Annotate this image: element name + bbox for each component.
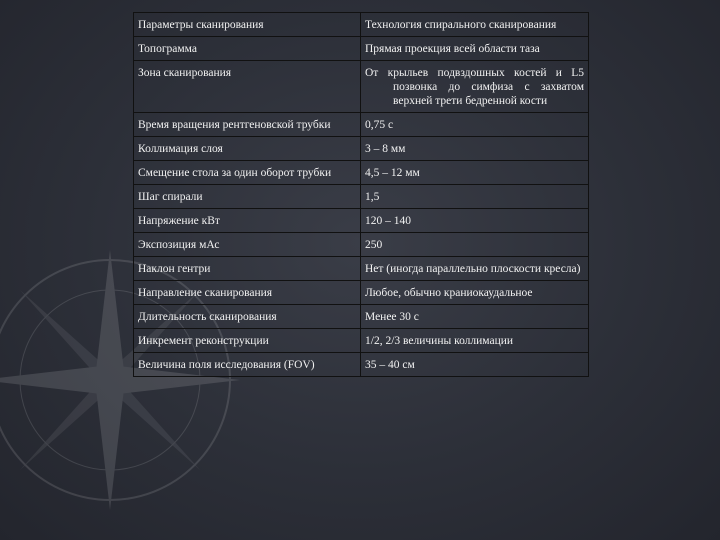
- value-cell: [361, 305, 589, 329]
- param-text: Инкремент реконструкции: [138, 335, 269, 347]
- value-text: Любое, обычно краниокаудальное: [365, 287, 533, 299]
- value-text: Прямая проекция всей области таза: [365, 43, 540, 55]
- param-text: Коллимация слоя: [138, 143, 223, 155]
- value-cell: [361, 185, 589, 209]
- table-row: [134, 161, 589, 185]
- value-cell: [361, 113, 589, 137]
- value-text: 1/2, 2/3 величины коллимации: [365, 335, 514, 347]
- value-cell: [361, 13, 589, 37]
- value-cell: [361, 161, 589, 185]
- param-text: Время вращения рентгеновской трубки: [138, 119, 331, 131]
- param-text: Шаг спирали: [138, 191, 203, 203]
- scan-parameters-table: [133, 12, 589, 377]
- value-text: 1,5: [365, 191, 380, 203]
- param-cell: [134, 353, 361, 377]
- param-text: Напряжение кВт: [138, 215, 220, 227]
- value-cell: [361, 137, 589, 161]
- param-text: Длительность сканирования: [138, 311, 277, 323]
- table-row: [134, 233, 589, 257]
- value-text: Менее 30 с: [365, 311, 419, 323]
- table-row: [134, 61, 589, 113]
- param-text: Зона сканирования: [138, 67, 232, 79]
- param-cell: [134, 13, 361, 37]
- param-cell: [134, 61, 361, 113]
- param-cell: [134, 305, 361, 329]
- value-cell: [361, 329, 589, 353]
- param-text: Экспозиция мАс: [138, 239, 220, 251]
- table-row: [134, 37, 589, 61]
- table-row: [134, 13, 589, 37]
- table-row: [134, 209, 589, 233]
- value-text: Нет (иногда параллельно плоскости кресла): [365, 263, 581, 275]
- param-cell: [134, 233, 361, 257]
- param-cell: [134, 257, 361, 281]
- value-cell: [361, 233, 589, 257]
- value-text: 250: [365, 239, 383, 251]
- value-cell: [361, 61, 589, 113]
- value-cell: [361, 37, 589, 61]
- value-text: От крыльев подвздошных костей и L5 позвонка до симфиза с захватом верхней трети бедренной кости: [365, 67, 584, 107]
- value-text: 120 – 140: [365, 215, 411, 227]
- value-cell: [361, 353, 589, 377]
- param-cell: [134, 209, 361, 233]
- value-text: 4,5 – 12 мм: [365, 167, 420, 179]
- value-text: 3 – 8 мм: [365, 143, 406, 155]
- value-cell: [361, 281, 589, 305]
- value-cell: [361, 209, 589, 233]
- param-text: Величина поля исследования (FOV): [138, 359, 315, 371]
- table-row: [134, 329, 589, 353]
- param-text: Параметры сканирования: [138, 19, 264, 31]
- param-cell: [134, 185, 361, 209]
- table-row: [134, 113, 589, 137]
- value-text: 35 – 40 см: [365, 359, 415, 371]
- param-text: Топограмма: [138, 43, 197, 55]
- param-text: Наклон гентри: [138, 263, 211, 275]
- table-row: [134, 185, 589, 209]
- param-cell: [134, 37, 361, 61]
- value-text: Технология спирального сканирования: [365, 19, 557, 31]
- param-cell: [134, 137, 361, 161]
- param-cell: [134, 329, 361, 353]
- param-cell: [134, 161, 361, 185]
- value-cell: [361, 257, 589, 281]
- scan-parameters-table-container: [133, 12, 588, 377]
- table-row: [134, 137, 589, 161]
- table-row: [134, 257, 589, 281]
- param-cell: [134, 113, 361, 137]
- value-text: 0,75 с: [365, 119, 394, 131]
- table-row: [134, 281, 589, 305]
- table-row: [134, 353, 589, 377]
- param-text: Направление сканирования: [138, 287, 273, 299]
- table-row: [134, 305, 589, 329]
- param-text: Смещение стола за один оборот трубки: [138, 167, 332, 179]
- param-cell: [134, 281, 361, 305]
